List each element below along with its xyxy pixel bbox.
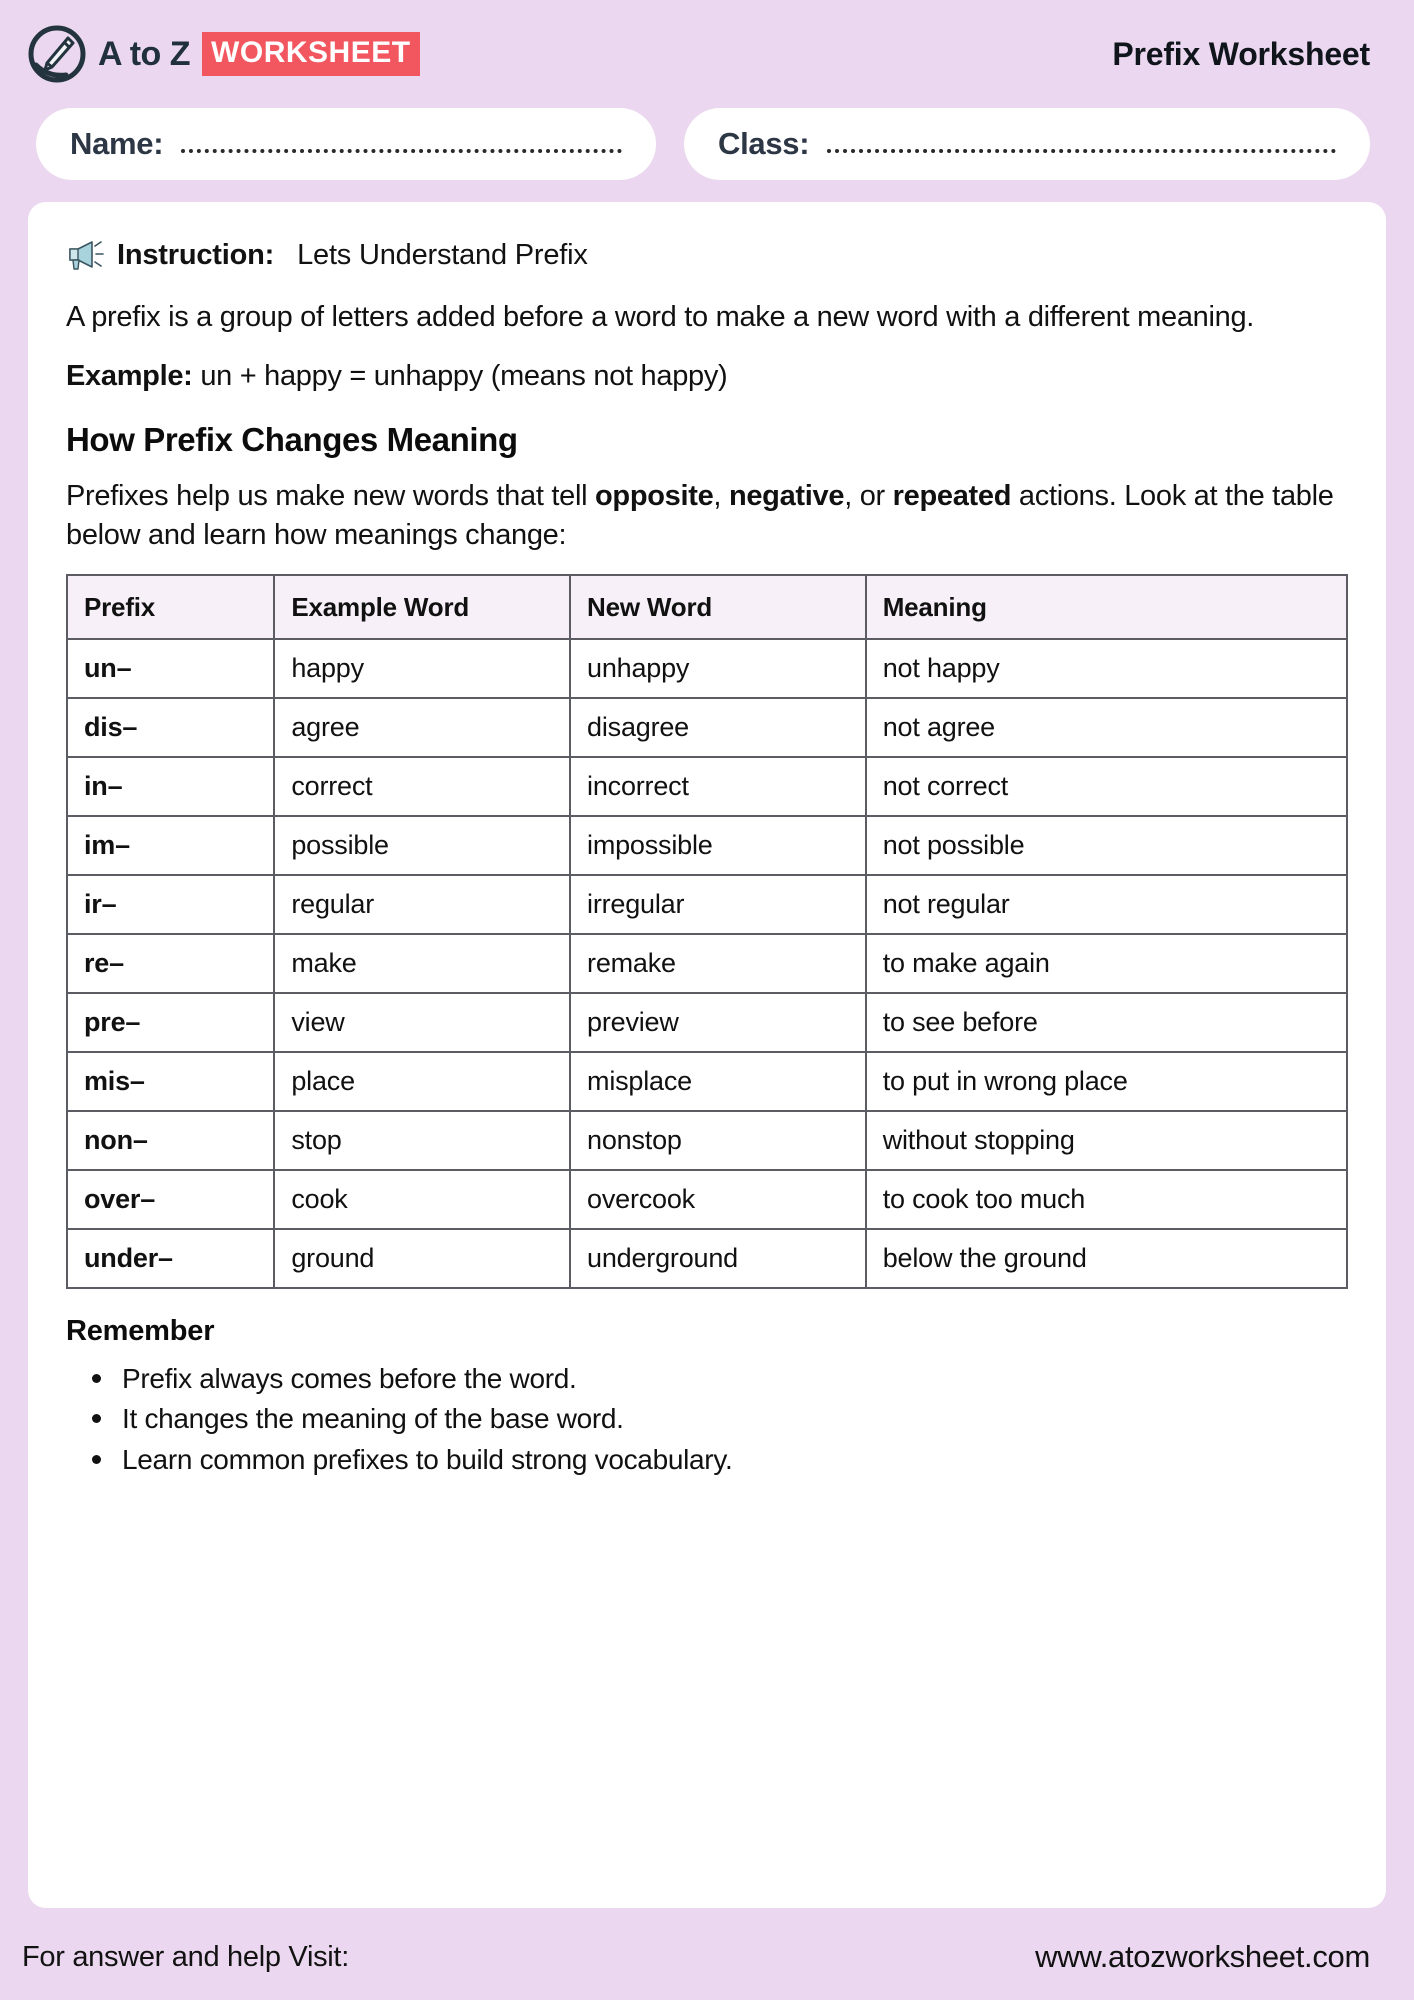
footer-help-text: For answer and help Visit: [22, 1940, 349, 1973]
cell-example-word: agree [274, 698, 570, 757]
cell-new-word: unhappy [570, 639, 866, 698]
cell-example-word: cook [274, 1170, 570, 1229]
lead-part-1: Prefixes help us make new words that tell [66, 480, 595, 513]
cell-example-word: possible [274, 816, 570, 875]
list-item: Prefix always comes before the word. [88, 1360, 1348, 1397]
table-row [67, 875, 1347, 934]
cell-new-word: overcook [570, 1170, 866, 1229]
cell-new-word: remake [570, 934, 866, 993]
cell-example-word: stop [274, 1111, 570, 1170]
cell-meaning: not correct [866, 757, 1347, 816]
instruction-label: Instruction: [117, 238, 275, 271]
cell-prefix: dis– [67, 698, 274, 757]
class-label: Class: [718, 126, 810, 161]
cell-prefix: in– [67, 757, 274, 816]
remember-heading: Remember [66, 1315, 215, 1348]
prefix-table-body [67, 639, 1347, 1288]
lead-part-3: , or [844, 480, 893, 513]
prefix-definition: A prefix is a group of letters added before a word to make a new word with a different meaning. [66, 301, 1255, 333]
lead-bold-opposite: opposite [594, 480, 714, 513]
cell-meaning: without stopping [866, 1111, 1347, 1170]
pen-circle-logo-icon [28, 25, 86, 83]
cell-meaning: to cook too much [866, 1170, 1347, 1229]
cell-meaning: to make again [866, 934, 1347, 993]
cell-example-word: happy [274, 639, 570, 698]
lead-bold-negative: negative [728, 480, 845, 513]
instruction-text: Lets Understand Prefix [297, 238, 588, 271]
prefix-table [66, 574, 1348, 1289]
cell-prefix: ir– [67, 875, 274, 934]
worksheet-card [28, 202, 1386, 1908]
cell-meaning: not happy [866, 639, 1347, 698]
table-row [67, 639, 1347, 698]
column-header-meaning: Meaning [866, 575, 1347, 639]
megaphone-icon [66, 236, 104, 274]
cell-new-word: irregular [570, 875, 866, 934]
list-item: It changes the meaning of the base word. [88, 1400, 1348, 1437]
list-item: Learn common prefixes to build strong vocabulary. [88, 1441, 1348, 1478]
cell-meaning: not agree [866, 698, 1347, 757]
table-row [67, 816, 1347, 875]
cell-new-word: nonstop [570, 1111, 866, 1170]
footer-website-link[interactable]: www.atozworksheet.com [1035, 1939, 1370, 1974]
table-row [67, 1052, 1347, 1111]
section-heading: How Prefix Changes Meaning [66, 421, 518, 459]
prefix-table-head [67, 575, 1347, 639]
cell-prefix: pre– [67, 993, 274, 1052]
cell-prefix: non– [67, 1111, 274, 1170]
cell-new-word: preview [570, 993, 866, 1052]
brand-name: A to Z [98, 35, 191, 73]
cell-prefix: under– [67, 1229, 274, 1288]
remember-list [66, 1360, 1348, 1478]
cell-meaning: not regular [866, 875, 1347, 934]
name-label: Name: [70, 126, 164, 161]
cell-prefix: un– [67, 639, 274, 698]
cell-meaning: to see before [866, 993, 1347, 1052]
name-input-line[interactable] [181, 149, 622, 153]
cell-meaning: below the ground [866, 1229, 1347, 1288]
page-title: Prefix Worksheet [1112, 35, 1370, 72]
prefix-example [66, 357, 1346, 396]
cell-prefix: over– [67, 1170, 274, 1229]
lead-part-4: actions. Look at the table below and learn how meanings change: [66, 480, 1334, 551]
name-field[interactable] [36, 108, 656, 180]
cell-meaning: to put in wrong place [866, 1052, 1347, 1111]
cell-new-word: underground [570, 1229, 866, 1288]
cell-meaning: not possible [866, 816, 1347, 875]
table-header-row [67, 575, 1347, 639]
lead-bold-repeated: repeated [892, 480, 1012, 513]
brand-logo [28, 25, 420, 83]
class-input-line[interactable] [827, 149, 1336, 153]
student-info-row [0, 108, 1414, 180]
table-row [67, 993, 1347, 1052]
page-header [0, 0, 1414, 108]
cell-example-word: view [274, 993, 570, 1052]
table-row [67, 1170, 1347, 1229]
table-row [67, 1111, 1347, 1170]
cell-example-word: correct [274, 757, 570, 816]
cell-example-word: make [274, 934, 570, 993]
column-header-prefix: Prefix [67, 575, 274, 639]
cell-prefix: im– [67, 816, 274, 875]
class-field[interactable] [684, 108, 1370, 180]
cell-prefix: re– [67, 934, 274, 993]
example-text: un + happy = unhappy (means not happy) [200, 359, 728, 392]
brand-badge: WORKSHEET [202, 32, 420, 76]
table-row [67, 1229, 1347, 1288]
cell-example-word: ground [274, 1229, 570, 1288]
column-header-example-word: Example Word [274, 575, 570, 639]
example-label: Example: [66, 359, 193, 392]
section-lead [66, 477, 1346, 554]
table-row [67, 934, 1347, 993]
lead-part-2: , [713, 480, 729, 513]
column-header-new-word: New Word [570, 575, 866, 639]
cell-example-word: regular [274, 875, 570, 934]
cell-prefix: mis– [67, 1052, 274, 1111]
cell-new-word: disagree [570, 698, 866, 757]
cell-example-word: place [274, 1052, 570, 1111]
table-row [67, 698, 1347, 757]
cell-new-word: incorrect [570, 757, 866, 816]
table-row [67, 757, 1347, 816]
cell-new-word: impossible [570, 816, 866, 875]
page-footer [0, 1914, 1414, 2000]
instruction-row [66, 236, 1348, 274]
cell-new-word: misplace [570, 1052, 866, 1111]
